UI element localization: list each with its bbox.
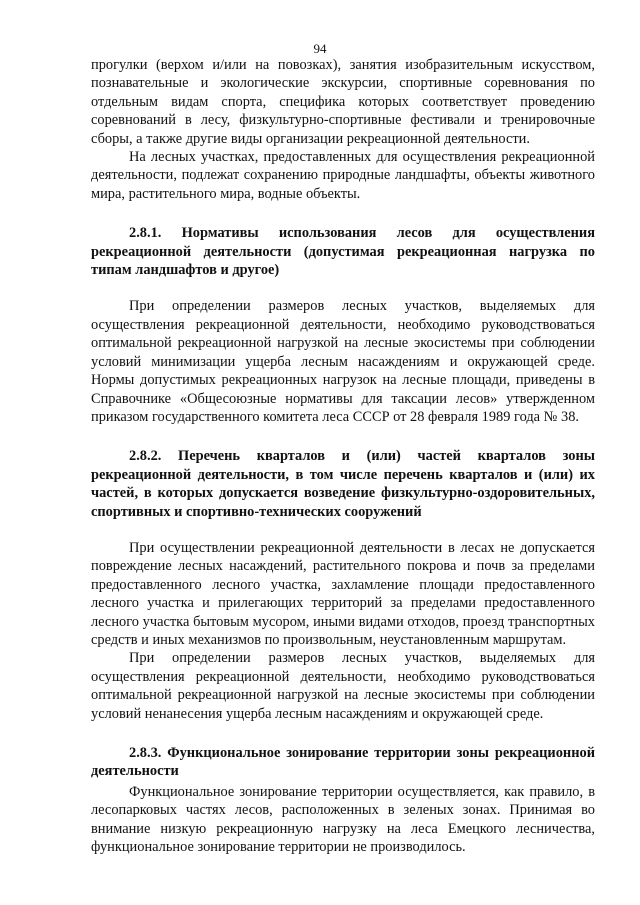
- section-heading-2-8-1: 2.8.1. Нормативы использования лесов для осуществления рекреационной деятельности (допустимая рекреационная нагрузка по типам ландшафтов и другое): [91, 225, 595, 279]
- section-heading-2-8-2: 2.8.2. Перечень кварталов и (или) частей кварталов зоны рекреационной деятельности, в том числе перечень кварталов и (или) их частей, в которых допускается возведение физкультурно-оздоровительных, спортивных и спортивно-технических сооружений: [91, 448, 595, 520]
- body-paragraph: Функциональное зонирование территории осуществляется, как правило, в лесопарковых частях лесов, расположенных в зеленых зонах. Принимая во внимание низкую рекреационную нагрузку на леса Емецкого лесничества, функциональное зонирование территории не производилось.: [91, 783, 595, 856]
- body-paragraph: При определении размеров лесных участков, выделяемых для осуществления рекреационной деятельности, необходимо руководствоваться оптимальной рекреационной нагрузкой на лесные экосистемы при соблюдении условий минимизации ущерба лесным насаждениям и окружающей среде. Нормы допустимых рекреационных нагрузок на лесные площади, приведены в Справочнике «Общесоюзные нормативы для таксации лесов» утвержденном приказом государственного комитета леса СССР от 28 февраля 1989 года № 38.: [91, 298, 595, 425]
- body-paragraph: При определении размеров лесных участков, выделяемых для осуществления рекреационной деятельности, необходимо руководствоваться оптимальной рекреационной нагрузкой на лесные экосистемы при соблюдении условий ненанесения ущерба лесным насаждениям и окружающей среде.: [91, 650, 595, 722]
- body-paragraph: прогулки (верхом и/или на повозках), занятия изобразительным искусством, познавательные и экологические экскурсии, спортивные соревнования по отдельным видам спорта, специфика которых соответствует проведению соревнований в лесу, физкультурно-спортивные фестивали и тренировочные сборы, а также другие виды организации рекреационной деятельности.: [91, 57, 595, 147]
- body-paragraph: На лесных участках, предоставленных для осуществления рекреационной деятельности, подлежат сохранению природные ландшафты, объекты животного мира, растительного мира, водные объекты.: [91, 149, 595, 202]
- section-heading-2-8-3: 2.8.3. Функциональное зонирование территории зоны рекреационной деятельности: [91, 745, 595, 780]
- body-paragraph: При осуществлении рекреационной деятельности в лесах не допускается повреждение лесных насаждений, растительного покрова и почв за пределами предоставленного лесного участка, захламление площади предоставленного лесного участка и прилегающих территорий за пределами предоставленного лесного участка бытовым мусором, иными видами отходов, проезд транспортных средств и иных механизмов по произвольным, неустановленным маршрутам.: [91, 539, 595, 648]
- document-body: [91, 56, 595, 856]
- page-number: 94: [313, 41, 327, 56]
